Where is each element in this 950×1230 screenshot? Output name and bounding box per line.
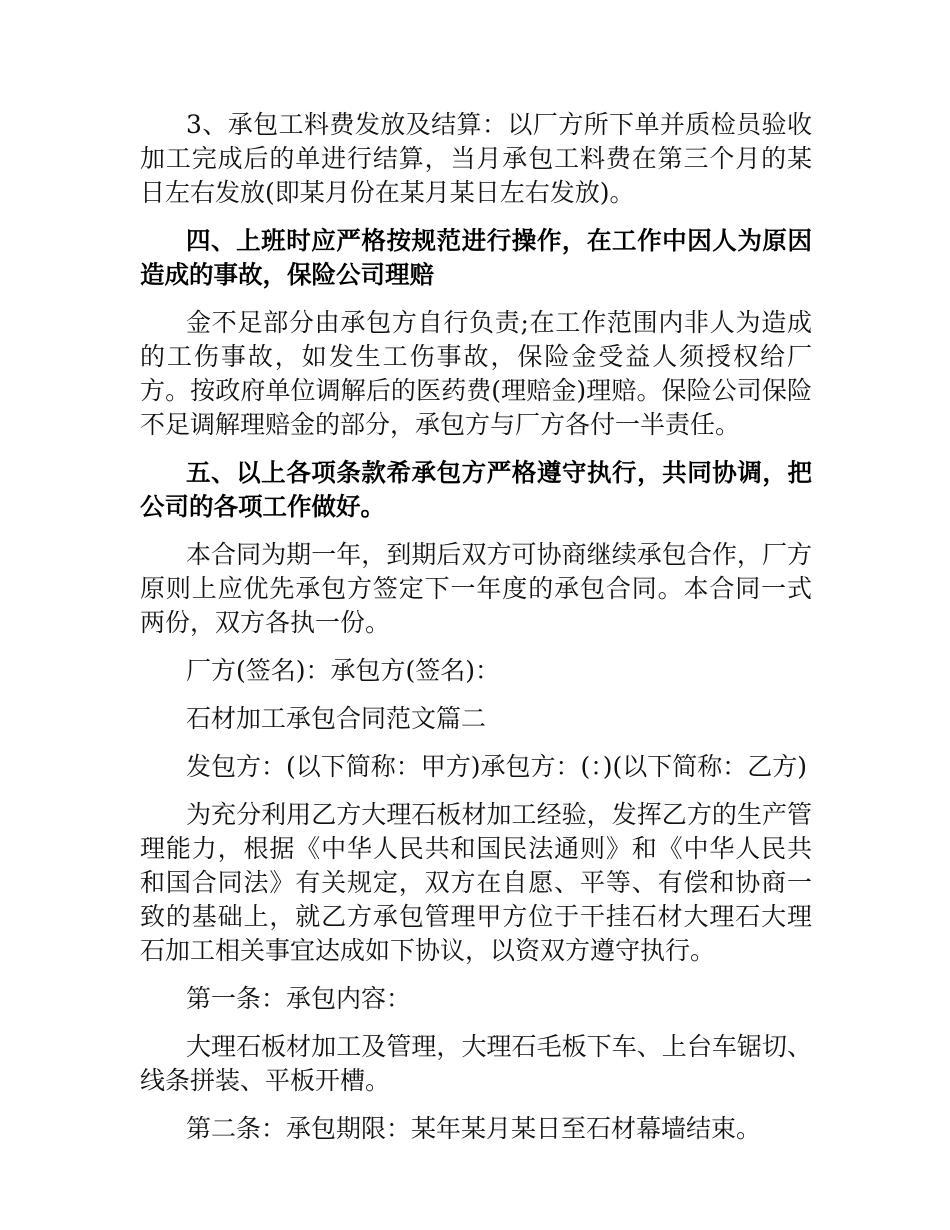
article-one-title: 第一条：承包内容：	[186, 984, 412, 1013]
parties-line: 发包方：(以下简称：甲方)承包方：(：)(以下简称：乙方)	[186, 752, 808, 781]
heading-section-four: 四、上班时应严格按规范进行操作，在工作中因人为原因造成的事故，保险公司理赔	[140, 226, 812, 289]
signature-line: 厂方(签名)：承包方(签名)：	[186, 656, 501, 685]
heading-section-five: 五、以上各项条款希承包方严格遵守执行，共同协调，把公司的各项工作做好。	[140, 458, 812, 521]
document-body	[140, 108, 812, 1160]
paragraph-insurance-liability: 金不足部分由承包方自行负责;在工作范围内非人为造成的工伤事故，如发生工伤事故，保险金受益人须授权给厂方。按政府单位调解后的医药费(理赔金)理赔。保险公司保险不足调解理赔金的部分，承包方与厂方各付一半责任。	[140, 308, 812, 439]
article-one-content: 大理石板材加工及管理，大理石毛板下车、上台车锯切、线条拼装、平板开槽。	[140, 1032, 812, 1095]
paragraph-preamble: 为充分利用乙方大理石板材加工经验，发挥乙方的生产管理能力，根据《中华人民共和国民法通则》和《中华人民共和国合同法》有关规定，双方在自愿、平等、有偿和协商一致的基础上，就乙方承包管理甲方位于干挂石材大理石大理石加工相关事宜达成如下协议，以资双方遵守执行。	[140, 800, 812, 965]
paragraph-contract-term: 本合同为期一年，到期后双方可协商继续承包合作，厂方原则上应优先承包方签定下一年度的承包合同。本合同一式两份，双方各执一份。	[140, 540, 812, 637]
subtitle-template-two: 石材加工承包合同范文篇二	[186, 704, 487, 733]
paragraph-payment-settlement: 3、承包工料费发放及结算：以厂方所下单并质检员验收加工完成后的单进行结算，当月承包工料费在第三个月的某日左右发放(即某月份在某月某日左右发放)。	[140, 110, 812, 207]
article-two-term: 第二条：承包期限：某年某月某日至石材幕墙结束。	[186, 1114, 762, 1143]
